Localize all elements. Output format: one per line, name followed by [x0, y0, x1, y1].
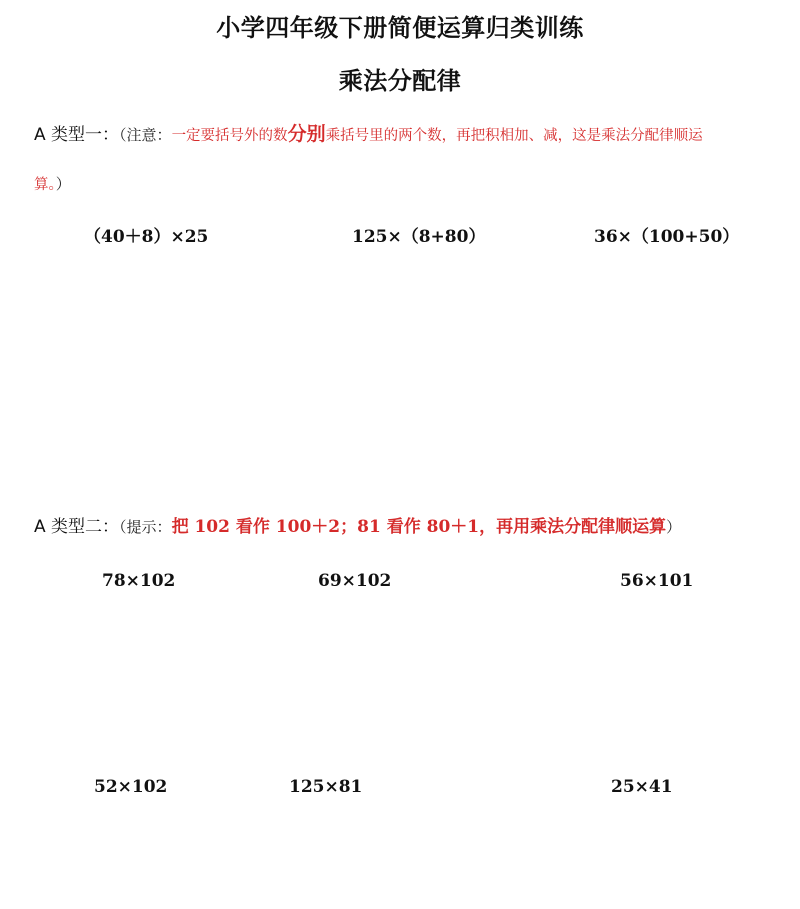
section-1-note-open: （注意：	[119, 126, 172, 144]
section-1-note-continuation	[34, 173, 71, 194]
section-2-prefix: A 类型二：	[34, 517, 120, 537]
section-2-note-open: （提示：	[119, 518, 172, 536]
section-1-note-emphasis: 分别	[287, 123, 326, 145]
section-1-note-close: ）	[55, 175, 71, 193]
section-1-prefix: A 类型一：	[34, 125, 120, 145]
section-2-note-close: ）	[666, 518, 682, 536]
worksheet-title: 小学四年级下册简便运算归类训练	[216, 14, 584, 42]
problem-3-2: 125×81	[289, 777, 363, 797]
problem-1-1: （40＋8）×25	[84, 227, 209, 247]
section-2-note-text: 把 102 看作 100＋2；81 看作 80＋1，再用乘法分配律顺运算	[171, 517, 667, 537]
section-1-note-text-b: 乘括号里的两个数，再把积相加、减，这是乘法分配律顺运	[325, 128, 703, 144]
problem-2-3: 56×101	[620, 571, 694, 591]
problem-2-1: 78×102	[102, 571, 176, 591]
problem-3-1: 52×102	[94, 777, 168, 797]
section-1-heading	[34, 125, 703, 144]
worksheet-subtitle: 乘法分配律	[338, 67, 462, 95]
problem-3-3: 25×41	[611, 777, 673, 797]
section-1-note-text-c: 算。	[34, 177, 56, 193]
section-2-heading	[34, 519, 681, 536]
section-1-note-text-a: 一定要括号外的数	[171, 128, 288, 144]
problem-1-2: 125×（8+80）	[352, 227, 486, 247]
problem-1-3: 36×（100+50）	[594, 227, 740, 247]
problem-2-2: 69×102	[318, 571, 392, 591]
